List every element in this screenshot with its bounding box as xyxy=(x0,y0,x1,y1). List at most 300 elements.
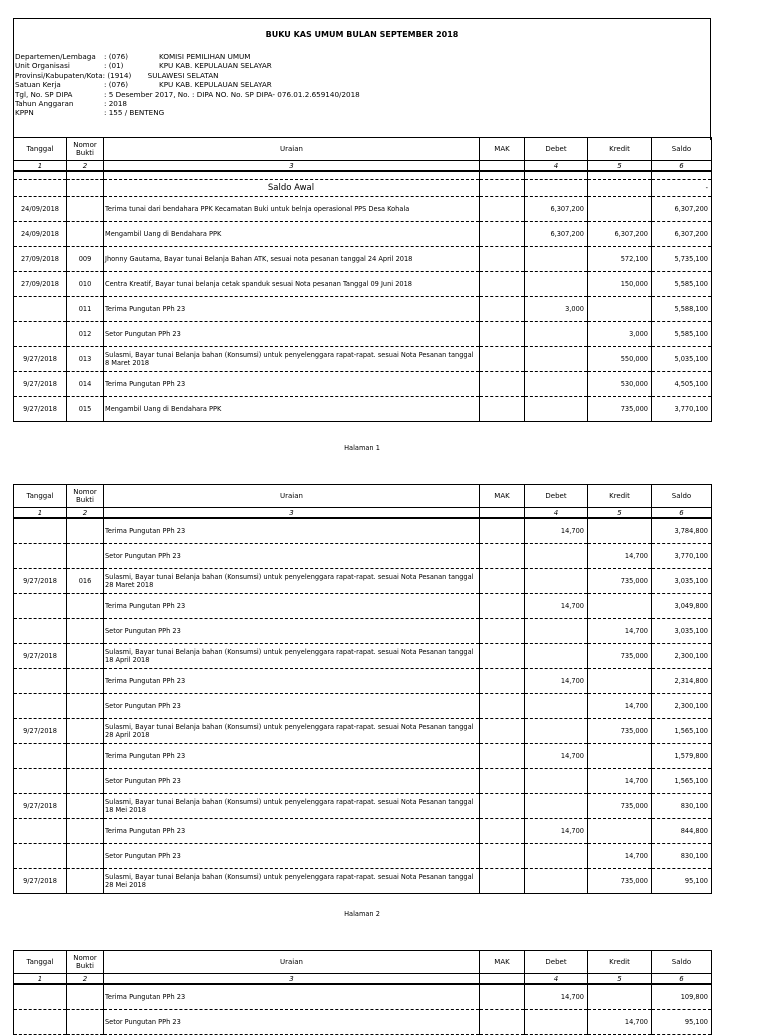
cell-tanggal: 9/27/2018 xyxy=(14,397,67,422)
column-number xyxy=(480,161,525,172)
cell-nomor-bukti xyxy=(67,794,104,819)
col-header-mak: MAK xyxy=(480,138,525,161)
cell-debet xyxy=(525,397,588,422)
cell-nomor-bukti xyxy=(67,694,104,719)
cell-kredit xyxy=(588,594,652,619)
col-header-saldo: Saldo xyxy=(652,138,712,161)
cell-uraian: Terima Pungutan PPh 23 xyxy=(104,518,480,544)
cell-debet: 14,700 xyxy=(525,669,588,694)
cell-kredit xyxy=(588,819,652,844)
cell-debet xyxy=(525,569,588,594)
cell-uraian: Terima Pungutan PPh 23 xyxy=(104,669,480,694)
column-number: 6 xyxy=(652,974,712,985)
cell-debet xyxy=(525,544,588,569)
meta-row xyxy=(15,99,360,108)
cell-nomor-bukti xyxy=(67,544,104,569)
page-footer: Halaman 2 xyxy=(344,910,380,918)
cell-nomor-bukti: 010 xyxy=(67,272,104,297)
cell-tanggal: 9/27/2018 xyxy=(14,719,67,744)
table-row xyxy=(14,819,712,844)
cell-tanggal xyxy=(14,544,67,569)
meta-key: Satuan Kerja xyxy=(15,80,61,90)
page-1-top-border xyxy=(13,18,711,19)
cell-mak xyxy=(480,619,525,644)
cell-kredit: 14,700 xyxy=(588,844,652,869)
cell-tanggal xyxy=(14,769,67,794)
cell-saldo: 1,565,100 xyxy=(652,769,712,794)
cell-tanggal xyxy=(14,594,67,619)
cell-tanggal: 9/27/2018 xyxy=(14,372,67,397)
cell-uraian: Centra Kreatif, Bayar tunai belanja cetak spanduk sesuai Nota pesanan Tanggal 09 Juni 2018 xyxy=(104,272,480,297)
col-header-uraian: Uraian xyxy=(104,485,480,508)
ledger-page-3 xyxy=(13,950,711,1024)
col-header-debet: Debet xyxy=(525,485,588,508)
cell-uraian: Terima Pungutan PPh 23 xyxy=(104,372,480,397)
cell-mak xyxy=(480,669,525,694)
col-header-uraian: Uraian xyxy=(104,951,480,974)
cell-saldo: 4,505,100 xyxy=(652,372,712,397)
column-number: 6 xyxy=(652,161,712,172)
table-row xyxy=(14,869,712,894)
meta-key: Provinsi/Kabupaten/Kota xyxy=(15,70,103,80)
cell-nomor-bukti xyxy=(67,669,104,694)
cell-saldo: 5,035,100 xyxy=(652,347,712,372)
cell-kredit: 150,000 xyxy=(588,272,652,297)
cell-debet xyxy=(525,1010,588,1035)
cell-tanggal xyxy=(14,669,67,694)
cell-mak xyxy=(480,247,525,272)
cell-tanggal xyxy=(14,322,67,347)
col-header-saldo: Saldo xyxy=(652,485,712,508)
cell-kredit: 6,307,200 xyxy=(588,222,652,247)
spacer-cell xyxy=(104,171,480,180)
cell-uraian: Jhonny Gautama, Bayar tunai Belanja Bahan ATK, sesuai nota pesanan tanggal 24 April 2018 xyxy=(104,247,480,272)
meta-value: SULAWESI SELATAN xyxy=(147,70,219,80)
cell-debet xyxy=(525,372,588,397)
cell-debet xyxy=(525,844,588,869)
cell-tanggal xyxy=(14,694,67,719)
cell-saldo: 2,314,800 xyxy=(652,669,712,694)
cell-uraian: Mengambil Uang di Bendahara PPK xyxy=(104,222,480,247)
cell-saldo: 1,565,100 xyxy=(652,719,712,744)
cell-kredit: 735,000 xyxy=(588,869,652,894)
column-number: 2 xyxy=(67,508,104,519)
column-number: 1 xyxy=(14,161,67,172)
cell-mak xyxy=(480,984,525,1010)
cell-saldo: 830,100 xyxy=(652,794,712,819)
cell-nomor-bukti xyxy=(67,1010,104,1035)
cell-uraian: Setor Pungutan PPh 23 xyxy=(104,619,480,644)
cell-saldo: 6,307,200 xyxy=(652,197,712,222)
cell-uraian: Sulasmi, Bayar tunai Belanja bahan (Konsumsi) untuk penyelenggara rapat-rapat. sesuai Nota Pesanan tanggal 28 April 2018 xyxy=(104,719,480,744)
column-number: 5 xyxy=(588,974,652,985)
cell-uraian: Terima Pungutan PPh 23 xyxy=(104,744,480,769)
ledger-table xyxy=(13,137,712,422)
meta-key: Tgl, No. SP DIPA xyxy=(15,89,73,99)
empty-cell xyxy=(525,180,588,197)
table-row xyxy=(14,397,712,422)
table-row xyxy=(14,719,712,744)
cell-kredit: 14,700 xyxy=(588,619,652,644)
column-number: 3 xyxy=(104,508,480,519)
cell-debet: 14,700 xyxy=(525,518,588,544)
cell-uraian: Setor Pungutan PPh 23 xyxy=(104,544,480,569)
cell-tanggal: 24/09/2018 xyxy=(14,197,67,222)
col-header-mak: MAK xyxy=(480,485,525,508)
cell-mak xyxy=(480,544,525,569)
cell-saldo: 3,035,100 xyxy=(652,569,712,594)
cell-mak xyxy=(480,819,525,844)
table-row xyxy=(14,984,712,1010)
cell-saldo: 2,300,100 xyxy=(652,694,712,719)
cell-uraian: Terima Pungutan PPh 23 xyxy=(104,594,480,619)
table-row xyxy=(14,222,712,247)
spacer-cell xyxy=(14,171,67,180)
cell-uraian: Sulasmi, Bayar tunai Belanja bahan (Konsumsi) untuk penyelenggara rapat-rapat. sesuai Nota Pesanan tanggal 8 Maret 2018 xyxy=(104,347,480,372)
meta-code: : 155 / BENTENG xyxy=(104,108,165,118)
empty-cell xyxy=(588,180,652,197)
cell-mak xyxy=(480,272,525,297)
cell-tanggal: 9/27/2018 xyxy=(14,869,67,894)
saldo-awal-value: - xyxy=(652,180,712,197)
table-row xyxy=(14,272,712,297)
cell-saldo: 5,588,100 xyxy=(652,297,712,322)
cell-debet xyxy=(525,619,588,644)
meta-code: : (076) xyxy=(104,52,129,61)
cell-saldo: 830,100 xyxy=(652,844,712,869)
cell-nomor-bukti xyxy=(67,819,104,844)
col-header-tanggal: Tanggal xyxy=(14,485,67,508)
cell-debet: 6,307,200 xyxy=(525,197,588,222)
meta-value: KOMISI PEMILIHAN UMUM xyxy=(159,52,251,61)
cell-nomor-bukti xyxy=(67,984,104,1010)
cell-uraian: Terima tunai dari bendahara PPK Kecamatan Buki untuk belnja operasional PPS Desa Kohala xyxy=(104,197,480,222)
col-header-uraian: Uraian xyxy=(104,138,480,161)
meta-code: : (01) xyxy=(104,61,124,71)
cell-mak xyxy=(480,594,525,619)
cell-saldo: 3,784,800 xyxy=(652,518,712,544)
cell-mak xyxy=(480,869,525,894)
spacer-cell xyxy=(67,171,104,180)
cell-debet xyxy=(525,794,588,819)
cell-kredit: 735,000 xyxy=(588,397,652,422)
column-number: 2 xyxy=(67,974,104,985)
table-row xyxy=(14,322,712,347)
table-header-row xyxy=(14,138,712,161)
meta-row xyxy=(15,90,360,99)
cell-kredit: 735,000 xyxy=(588,644,652,669)
cell-uraian: Terima Pungutan PPh 23 xyxy=(104,984,480,1010)
cell-tanggal xyxy=(14,297,67,322)
column-number: 1 xyxy=(14,508,67,519)
ledger-table xyxy=(13,950,712,1035)
column-number: 5 xyxy=(588,161,652,172)
cell-saldo: 844,800 xyxy=(652,819,712,844)
cell-nomor-bukti xyxy=(67,744,104,769)
col-header-nomor-bukti: Nomor Bukti xyxy=(67,951,104,974)
cell-uraian: Setor Pungutan PPh 23 xyxy=(104,769,480,794)
document-meta xyxy=(15,52,360,118)
empty-cell xyxy=(14,180,67,197)
cell-tanggal: 27/09/2018 xyxy=(14,247,67,272)
column-number-row xyxy=(14,974,712,985)
cell-nomor-bukti xyxy=(67,222,104,247)
meta-key: Unit Organisasi xyxy=(15,61,70,71)
column-number: 4 xyxy=(525,974,588,985)
cell-nomor-bukti: 014 xyxy=(67,372,104,397)
cell-nomor-bukti xyxy=(67,719,104,744)
cell-mak xyxy=(480,297,525,322)
table-row xyxy=(14,619,712,644)
cell-uraian: Sulasmi, Bayar tunai Belanja bahan (Konsumsi) untuk penyelenggara rapat-rapat. sesuai Nota Pesanan tanggal 28 Maret 2018 xyxy=(104,569,480,594)
cell-kredit xyxy=(588,297,652,322)
cell-nomor-bukti: 012 xyxy=(67,322,104,347)
empty-cell xyxy=(480,180,525,197)
page-footer: Halaman 1 xyxy=(344,444,380,452)
meta-code: : (1914) xyxy=(102,70,132,80)
cell-saldo: 109,800 xyxy=(652,984,712,1010)
cell-kredit xyxy=(588,518,652,544)
column-number: 1 xyxy=(14,974,67,985)
spacer-cell xyxy=(480,171,525,180)
cell-mak xyxy=(480,644,525,669)
empty-cell xyxy=(67,180,104,197)
col-header-tanggal: Tanggal xyxy=(14,138,67,161)
cell-debet: 14,700 xyxy=(525,744,588,769)
cell-uraian: Sulasmi, Bayar tunai Belanja bahan (Konsumsi) untuk penyelenggara rapat-rapat. sesuai Nota Pesanan tanggal 18 Mei 2018 xyxy=(104,794,480,819)
column-number: 3 xyxy=(104,161,480,172)
cell-mak xyxy=(480,744,525,769)
meta-code: : 2018 xyxy=(104,99,127,109)
cell-tanggal: 9/27/2018 xyxy=(14,347,67,372)
cell-saldo: 6,307,200 xyxy=(652,222,712,247)
cell-uraian: Mengambil Uang di Bendahara PPK xyxy=(104,397,480,422)
column-number: 3 xyxy=(104,974,480,985)
cell-nomor-bukti xyxy=(67,619,104,644)
ledger-table xyxy=(13,484,712,894)
cell-uraian: Setor Pungutan PPh 23 xyxy=(104,694,480,719)
cell-kredit: 14,700 xyxy=(588,1010,652,1035)
cell-uraian: Terima Pungutan PPh 23 xyxy=(104,819,480,844)
cell-kredit: 14,700 xyxy=(588,544,652,569)
table-row xyxy=(14,644,712,669)
column-number: 4 xyxy=(525,508,588,519)
cell-tanggal xyxy=(14,819,67,844)
cell-nomor-bukti: 009 xyxy=(67,247,104,272)
table-row xyxy=(14,297,712,322)
col-header-debet: Debet xyxy=(525,951,588,974)
meta-row xyxy=(15,71,360,80)
cell-debet xyxy=(525,247,588,272)
cell-kredit: 572,100 xyxy=(588,247,652,272)
col-header-nomor-bukti: Nomor Bukti xyxy=(67,485,104,508)
cell-mak xyxy=(480,769,525,794)
cell-mak xyxy=(480,719,525,744)
cell-mak xyxy=(480,844,525,869)
table-row xyxy=(14,794,712,819)
meta-row xyxy=(15,52,360,61)
cell-uraian: Setor Pungutan PPh 23 xyxy=(104,844,480,869)
cell-saldo: 95,100 xyxy=(652,869,712,894)
cell-nomor-bukti xyxy=(67,518,104,544)
cell-tanggal: 9/27/2018 xyxy=(14,644,67,669)
cell-tanggal: 24/09/2018 xyxy=(14,222,67,247)
cell-debet xyxy=(525,694,588,719)
spacer-cell xyxy=(588,171,652,180)
cell-kredit xyxy=(588,197,652,222)
cell-tanggal xyxy=(14,984,67,1010)
cell-uraian: Setor Pungutan PPh 23 xyxy=(104,1010,480,1035)
cell-mak xyxy=(480,222,525,247)
table-row xyxy=(14,844,712,869)
table-row xyxy=(14,694,712,719)
cell-uraian: Sulasmi, Bayar tunai Belanja bahan (Konsumsi) untuk penyelenggara rapat-rapat. sesuai Nota Pesanan tanggal 28 Mei 2018 xyxy=(104,869,480,894)
cell-tanggal: 9/27/2018 xyxy=(14,569,67,594)
cell-mak xyxy=(480,197,525,222)
meta-value: KPU KAB. KEPULAUAN SELAYAR xyxy=(159,80,272,90)
column-number: 5 xyxy=(588,508,652,519)
cell-saldo: 3,770,100 xyxy=(652,397,712,422)
table-row xyxy=(14,518,712,544)
cell-debet xyxy=(525,272,588,297)
cell-saldo: 5,585,100 xyxy=(652,322,712,347)
ledger-page-1 xyxy=(13,18,711,452)
cell-mak xyxy=(480,1010,525,1035)
cell-kredit: 14,700 xyxy=(588,694,652,719)
cell-debet xyxy=(525,719,588,744)
cell-nomor-bukti: 013 xyxy=(67,347,104,372)
meta-key: KPPN xyxy=(15,108,34,118)
ledger-page-2 xyxy=(13,484,711,918)
cell-kredit: 735,000 xyxy=(588,569,652,594)
saldo-awal-row xyxy=(14,180,712,197)
cell-tanggal xyxy=(14,518,67,544)
cell-kredit: 735,000 xyxy=(588,794,652,819)
meta-code: : (076) xyxy=(104,80,129,90)
table-row xyxy=(14,197,712,222)
cell-nomor-bukti: 016 xyxy=(67,569,104,594)
table-row xyxy=(14,247,712,272)
table-row xyxy=(14,372,712,397)
cell-mak xyxy=(480,372,525,397)
column-number-row xyxy=(14,508,712,519)
cell-mak xyxy=(480,794,525,819)
column-number xyxy=(480,508,525,519)
table-header-row xyxy=(14,485,712,508)
cell-debet xyxy=(525,644,588,669)
meta-row xyxy=(15,61,360,70)
cell-tanggal: 9/27/2018 xyxy=(14,794,67,819)
cell-nomor-bukti xyxy=(67,644,104,669)
cell-kredit xyxy=(588,744,652,769)
cell-saldo: 3,035,100 xyxy=(652,619,712,644)
column-number-row xyxy=(14,161,712,172)
cell-tanggal xyxy=(14,1010,67,1035)
cell-debet: 14,700 xyxy=(525,819,588,844)
meta-value: KPU KAB. KEPULAUAN SELAYAR xyxy=(159,61,272,71)
column-number: 2 xyxy=(67,161,104,172)
meta-code: : 5 Desember 2017, No. : DIPA NO. No. SP DIPA- 076.01.2.659140/2018 xyxy=(104,89,360,99)
cell-mak xyxy=(480,347,525,372)
cell-debet: 14,700 xyxy=(525,594,588,619)
cell-mak xyxy=(480,322,525,347)
cell-mak xyxy=(480,694,525,719)
meta-key: Tahun Anggaran xyxy=(15,99,74,109)
cell-kredit: 14,700 xyxy=(588,769,652,794)
cell-mak xyxy=(480,569,525,594)
cell-debet xyxy=(525,322,588,347)
cell-saldo: 2,300,100 xyxy=(652,644,712,669)
cell-kredit: 3,000 xyxy=(588,322,652,347)
col-header-mak: MAK xyxy=(480,951,525,974)
column-number: 4 xyxy=(525,161,588,172)
cell-debet xyxy=(525,869,588,894)
cell-uraian: Setor Pungutan PPh 23 xyxy=(104,322,480,347)
cell-saldo: 5,585,100 xyxy=(652,272,712,297)
table-row xyxy=(14,347,712,372)
cell-nomor-bukti xyxy=(67,197,104,222)
cell-kredit: 735,000 xyxy=(588,719,652,744)
cell-saldo: 3,770,100 xyxy=(652,544,712,569)
spacer-cell xyxy=(652,171,712,180)
cell-debet: 3,000 xyxy=(525,297,588,322)
saldo-awal-label: Saldo Awal xyxy=(104,180,480,197)
table-row xyxy=(14,569,712,594)
cell-uraian: Sulasmi, Bayar tunai Belanja bahan (Konsumsi) untuk penyelenggara rapat-rapat. sesuai Nota Pesanan tanggal 18 April 2018 xyxy=(104,644,480,669)
table-row xyxy=(14,1010,712,1035)
cell-uraian: Terima Pungutan PPh 23 xyxy=(104,297,480,322)
col-header-saldo: Saldo xyxy=(652,951,712,974)
cell-nomor-bukti xyxy=(67,844,104,869)
table-header-row xyxy=(14,951,712,974)
cell-kredit xyxy=(588,984,652,1010)
cell-nomor-bukti xyxy=(67,869,104,894)
cell-tanggal xyxy=(14,619,67,644)
cell-tanggal: 27/09/2018 xyxy=(14,272,67,297)
meta-key: Departemen/Lembaga xyxy=(15,52,96,61)
cell-nomor-bukti: 011 xyxy=(67,297,104,322)
table-row xyxy=(14,744,712,769)
cell-saldo: 1,579,800 xyxy=(652,744,712,769)
col-header-kredit: Kredit xyxy=(588,485,652,508)
cell-nomor-bukti: 015 xyxy=(67,397,104,422)
cell-saldo: 3,049,800 xyxy=(652,594,712,619)
cell-debet xyxy=(525,347,588,372)
column-number xyxy=(480,974,525,985)
cell-kredit: 530,000 xyxy=(588,372,652,397)
table-row xyxy=(14,669,712,694)
cell-debet: 6,307,200 xyxy=(525,222,588,247)
cell-nomor-bukti xyxy=(67,769,104,794)
cell-debet: 14,700 xyxy=(525,984,588,1010)
cell-mak xyxy=(480,518,525,544)
spacer-row xyxy=(14,171,712,180)
table-row xyxy=(14,544,712,569)
col-header-kredit: Kredit xyxy=(588,138,652,161)
cell-kredit: 550,000 xyxy=(588,347,652,372)
col-header-debet: Debet xyxy=(525,138,588,161)
table-row xyxy=(14,769,712,794)
cell-tanggal xyxy=(14,744,67,769)
cell-saldo: 5,735,100 xyxy=(652,247,712,272)
document-title: BUKU KAS UMUM BULAN SEPTEMBER 2018 xyxy=(265,30,459,39)
meta-row xyxy=(15,80,360,89)
col-header-tanggal: Tanggal xyxy=(14,951,67,974)
cell-mak xyxy=(480,397,525,422)
spacer-cell xyxy=(525,171,588,180)
column-number: 6 xyxy=(652,508,712,519)
cell-nomor-bukti xyxy=(67,594,104,619)
